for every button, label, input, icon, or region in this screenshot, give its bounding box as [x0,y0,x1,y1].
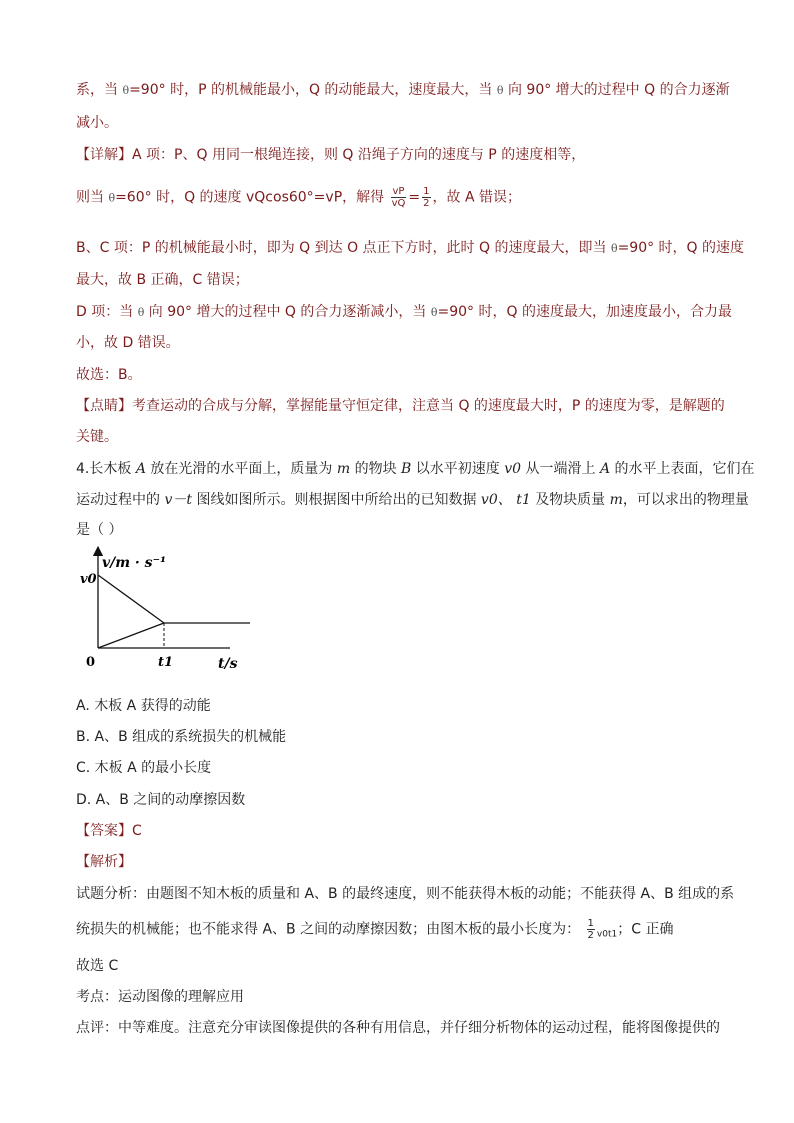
fraction: $\frac{1}{2}$ [423,186,430,209]
analysis-line-4: 考点：运动图像的理解应用 [76,989,244,1005]
detail-tag: 【详解】 [76,147,132,163]
analysis-line-3: 故选 C [76,958,119,974]
text-line-8: 小，故 D 错误。 [76,335,180,351]
y-axis-label: v/m · s⁻¹ [102,555,167,571]
board-a-line [98,623,164,648]
analysis-line-1: 试题分析：由题图不知木板的质量和 A、B 的最终速度，则不能获得木板的动能；不能获得 A、B 组成的系 [76,886,735,902]
question-line-2: 运动过程中的 v－t 图线如图所示。则根据图中所给出的已知数据 v0、 t1 及物块质量 m，可以求出的物理量 [76,492,749,508]
t1-label: t1 [158,655,174,670]
formula: vQcos60°=vP [246,189,343,206]
answer-tag: 【答案】 [76,823,132,839]
option-a: A. 木板 A 获得的动能 [76,698,211,714]
v0-label: v0 [80,572,97,587]
theta-symbol: θ [122,84,130,97]
block-b-line [98,575,164,623]
question-line-3: 是（ ） [76,522,123,538]
theta-symbol: θ [496,84,504,97]
fraction: $\frac{vP}{vQ}$ [391,186,406,209]
text-line-3: 【详解】A 项：P、Q 用同一根绳连接，则 Q 沿绳子方向的速度与 P 的速度相等， [76,147,586,163]
x-axis-label: t/s [218,656,238,672]
text-line-2: 减小。 [76,115,118,131]
option-d: D. A、B 之间的动摩擦因数 [76,792,246,808]
question-line-1: 4.长木板 A 放在光滑的水平面上，质量为 m 的物块 B 以水平初速度 v0 从一端滑上 A 的水平上表面，它们在 [76,461,755,477]
text-line-10: 【点睛】考查运动的合成与分解，掌握能量守恒定律，注意当 Q 的速度最大时，P 的速度为零，是解题的 [76,398,725,414]
analysis-line-5: 点评：中等难度。注意充分审读图像提供的各种有用信息，并仔细分析物体的运动过程，能将图像提供的 [76,1020,720,1036]
remark-tag: 【点睛】 [76,398,132,414]
text-line-4: 则当 θ=60° 时，Q 的速度 vQcos60°=vP，解得 $\frac{vP}{vQ}$ = $\frac{1}{2}$ ，故 A 错误； [76,186,521,209]
option-c: C. 木板 A 的最小长度 [76,760,212,776]
text-line-11: 关键。 [76,429,118,445]
answer-line: 【答案】C [76,823,142,839]
text-line-1: 系，当 θ=90° 时，P 的机械能最小，Q 的动能最大，速度最大，当 θ 向 90° 增大的过程中 Q 的合力逐渐 [76,82,730,98]
analysis-line-2: 统损失的机械能；也不能求得 A、B 之间的动摩擦因数；由图木板的最小长度为： $\frac{1}{2}$ $_{v0t1}$；C 正确 [76,918,674,941]
text-line-7: D 项：当 θ 向 90° 增大的过程中 Q 的合力逐渐减小，当 θ=90° 时，Q 的速度最大，加速度最小，合力最 [76,304,732,320]
text-line-6: 最大，故 B 正确，C 错误； [76,272,249,288]
origin-label: 0 [86,655,96,670]
fraction: $\frac{1}{2}$ [587,918,594,941]
option-b: B. A、B 组成的系统损失的机械能 [76,729,287,745]
text-line-5: B、C 项：P 的机械能最小时，即为 Q 到达 O 点正下方时，此时 Q 的速度最大，即当 θ=90° 时，Q 的速度 [76,240,745,256]
vt-graph [80,545,270,675]
analysis-tag: 【解析】 [76,854,132,870]
text-line-9: 故选：B。 [76,367,142,383]
